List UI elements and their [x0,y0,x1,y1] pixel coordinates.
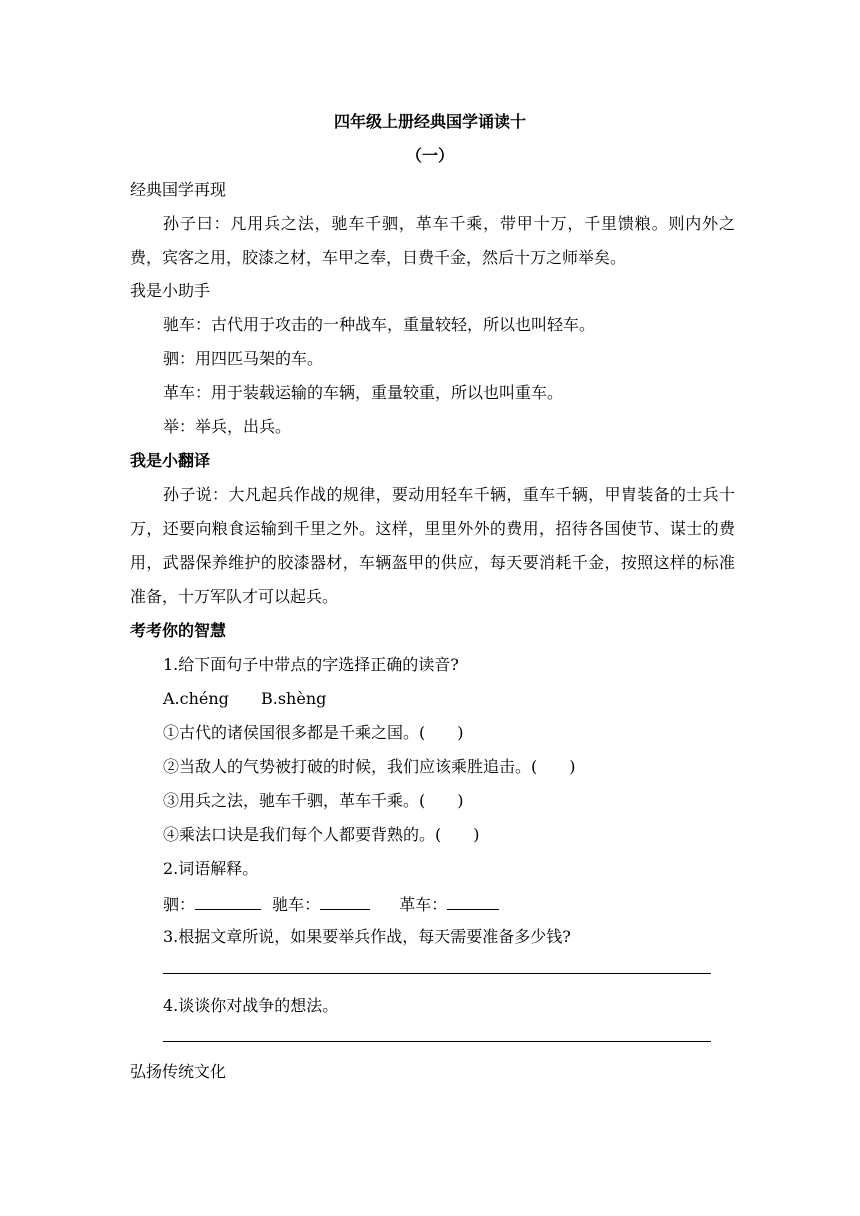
answer-line-q3[interactable] [163,973,711,974]
helper-item: 驷：用四匹马架的车。 [163,349,324,368]
section-heading-helper: 我是小助手 [130,281,211,300]
question-1-options [163,689,773,709]
section-heading-quiz: 考考你的智慧 [130,621,227,640]
section-heading-classic: 经典国学再现 [130,180,227,199]
term-si-label: 驷： [163,895,196,914]
classic-text: 孙子曰：凡用兵之法，驰车千驷，革车千乘，带甲十万，千里馈粮。则内外之费，宾客之用，胶漆之材，车甲之奉，日费千金，然后十万之师举矣。 [130,214,735,267]
question-2: 2.词语解释。 [163,859,259,878]
question-1: 1.给下面句子中带点的字选择正确的读音? [163,655,459,674]
page-subtitle: （一） [405,146,454,165]
answer-line-q4[interactable] [163,1041,711,1042]
question-3: 3.根据文章所说，如果要举兵作战，每天需要准备多少钱? [163,927,571,946]
question-1-item: ①古代的诸侯国很多都是千乘之国。( ) [163,723,464,742]
question-1-item: ②当敌人的气势被打破的时候，我们应该乘胜追击。( ) [163,757,576,776]
page-title: 四年级上册经典国学诵读十 [333,112,526,131]
question-2-terms [163,893,773,915]
translation-text: 孙子说：大凡起兵作战的规律，要动用轻车千辆，重车千辆，甲胄装备的士兵十万，还要向粮食运输到千里之外。这样，里里外外的费用，招待各国使节、谋士的费用，武器保养维护的胶漆器材，车辆盔甲的供应，每天要消耗千金，按照这样的标准准备，十万军队才可以起兵。 [130,485,735,606]
term-si-blank[interactable] [195,893,261,910]
option-a: A.chéng [163,689,229,708]
option-b: B.shèng [261,689,327,708]
term-chiche-blank[interactable] [320,893,370,910]
question-1-item: ③用兵之法，驰车千驷，革车千乘。( ) [163,791,464,810]
term-chiche-label: 驰车： [272,895,321,914]
helper-item: 革车：用于装载运输的车辆，重量较重，所以也叫重车。 [163,383,564,402]
helper-item: 举：举兵，出兵。 [163,417,292,436]
question-1-item: ④乘法口诀是我们每个人都要背熟的。( ) [163,825,480,844]
question-4: 4.谈谈你对战争的想法。 [163,996,339,1015]
term-geche-label: 革车： [399,895,448,914]
term-geche-blank[interactable] [447,893,499,910]
section-heading-culture: 弘扬传统文化 [130,1062,227,1081]
section-heading-translation: 我是小翻译 [130,451,211,470]
helper-item: 驰车：古代用于攻击的一种战车，重量较轻，所以也叫轻车。 [163,315,596,334]
